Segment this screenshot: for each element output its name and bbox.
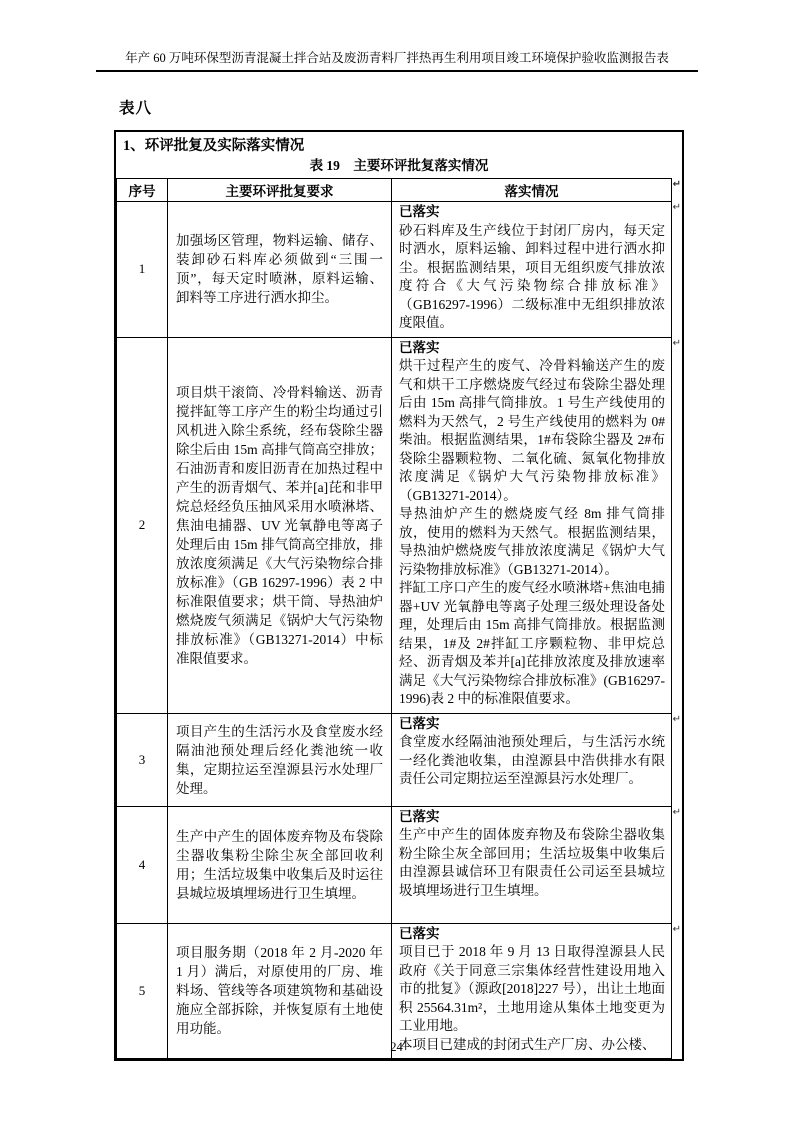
- implementation-paragraph: 生产中产生的固体废弃物及布袋除尘器收集粉尘除尘灰全部回用；生活垃圾集中收集后由湟源县诚信环卫有限责任公司运至县城垃圾填埋场进行卫生填埋。: [399, 827, 665, 898]
- row-number: 4: [117, 806, 168, 923]
- implementation-cell: [392, 202, 681, 338]
- table-row: [117, 202, 672, 338]
- requirement-cell: 生产中产生的固体废弃物及布袋除尘器收集粉尘除尘灰全部回收利用；生活垃圾集中收集后及时运往县城垃圾填埋场进行卫生填埋。: [168, 806, 392, 923]
- row-number: 1: [117, 202, 168, 338]
- implementation-paragraph: 拌缸工序口产生的废气经水喷淋塔+焦油电捕器+UV 光氧静电等离子处理三级处理设备处理，处理后由 15m 高排气筒排放。根据监测结果，1#及 2#拌缸工序颗粒物、非甲烷总烃、沥青烟及苯并[a]芘排放浓度及排放速率满足《大气污染物综合排放标准》(GB16297-1996)表 2 中的标准限值要求。: [399, 580, 665, 706]
- section-label: 表八: [119, 100, 153, 117]
- row-number: 3: [117, 713, 168, 806]
- row-number: 2: [117, 337, 168, 713]
- eia-approval-table: [116, 178, 681, 1059]
- column-header-implementation-label: 落实情况: [504, 184, 559, 199]
- implementation-cell: [392, 713, 681, 806]
- paragraph-mark-icon: ↵: [672, 179, 681, 190]
- paragraph-mark-icon: ↵: [672, 337, 681, 349]
- requirement-cell: 项目烘干滚筒、冷骨料输送、沥青搅拌缸等工序产生的粉尘均通过引风机进入除尘系统，经布袋除尘器除尘后由 15m 高排气筒高空排放；石油沥青和废旧沥青在加热过程中产生的沥青烟气、苯并[a]芘和非甲烷总烃经负压抽风采用水喷淋塔、焦油电捕器、UV 光氧静电等离子处理后由 15m 排气筒高空排放，排放浓度须满足《大气污染物综合排放标准》（GB 16297-1996）表 2 中标准限值要求；烘干筒、导热油炉燃烧废气须满足《锅炉大气污染物排放标准》（GB13271-2014）中标准限值要求。: [168, 337, 392, 713]
- implementation-paragraph: 烘干过程产生的废气、冷骨料输送产生的废气和烘干工序燃烧废气经过布袋除尘器处理后由 15m 高排气筒排放。1 号生产线使用的燃料为天然气，2 号生产线使用的燃料为 0#柴油。根据监测结果，1#布袋除尘器及 2#布袋除尘器颗粒物、二氧化硫、氮氧化物排放浓度满足《锅炉大气污染物排放标准》（GB13271-2014）。: [399, 358, 665, 503]
- status-label: 已落实: [399, 204, 440, 219]
- implementation-cell: [392, 337, 681, 713]
- document-header: 年产 60 万吨环保型沥青混凝土拌合站及废沥青料厂拌热再生利用项目竣工环境保护验收监测报告表: [96, 50, 698, 72]
- inner-table-wrap: [116, 178, 681, 1059]
- table-row: [117, 806, 672, 923]
- table-row: [117, 713, 672, 806]
- main-table-box: [114, 130, 684, 1061]
- table-header-row: [117, 179, 672, 202]
- row-number: 5: [117, 923, 168, 1059]
- implementation-paragraph: 本项目已建成的封闭式生产厂房、办公楼、: [399, 1036, 656, 1052]
- table-caption: 表 19 主要环评批复落实情况: [309, 158, 489, 173]
- column-header-requirement: 主要环评批复要求: [168, 179, 392, 202]
- implementation-paragraph: 导热油炉产生的燃烧废气经 8m 排气筒排放，使用的燃料为天然气。根据监测结果，导热油炉燃烧废气排放浓度满足《锅炉大气污染物排放标准》（GB13271-2014）。: [399, 506, 665, 577]
- implementation-paragraph: 砂石料库及生产线位于封闭厂房内，每天定时洒水，原料运输、卸料过程中进行洒水抑尘。根据监测结果，项目无组织废气排放浓度符合《大气污染物综合排放标准》（GB16297-1996）二级标准中无组织排放浓度限值。: [399, 222, 665, 330]
- paragraph-mark-icon: ↵: [672, 806, 681, 818]
- requirement-cell: 加强场区管理，物料运输、储存、装卸砂石料库必须做到“三围一顶”，每天定时喷淋，原料运输、卸料等工序进行洒水抑尘。: [168, 202, 392, 338]
- status-label: 已落实: [399, 715, 440, 731]
- page-number: 24: [390, 1040, 403, 1054]
- table-row: [117, 337, 672, 713]
- requirement-cell: 项目服务期（2018 年 2 月-2020 年 1 月）满后，对原使用的厂房、堆料场、管线等各项建筑物和基础设施应全部拆除，并恢复原有土地使用功能。: [168, 923, 392, 1059]
- implementation-cell: [392, 923, 681, 1059]
- table-section-title: 1、环评批复及实际落实情况: [123, 138, 305, 154]
- paragraph-mark-icon: ↵: [672, 713, 681, 725]
- requirement-cell: 项目产生的生活污水及食堂废水经隔油池预处理后经化粪池统一收集，定期拉运至湟源县污水处理厂处理。: [168, 713, 392, 806]
- column-header-no: 序号: [117, 179, 168, 202]
- paragraph-mark-icon: ↵: [672, 923, 681, 935]
- status-label: 已落实: [399, 339, 440, 355]
- implementation-cell: [392, 806, 681, 923]
- implementation-paragraph: 食堂废水经隔油池预处理后，与生活污水统一经化粪池收集，由湟源县中浩供排水有限责任公司定期拉运至湟源县污水处理厂。: [399, 734, 665, 786]
- status-label: 已落实: [399, 925, 440, 941]
- implementation-paragraph: 项目已于 2018 年 9 月 13 日取得湟源县人民政府《关于同意三宗集体经营性建设用地入市的批复》（源政[2018]227 号），出让土地面积 25564.31m²，土地用途从集体土地变更为工业用地。: [399, 944, 665, 1033]
- status-label: 已落实: [399, 808, 440, 824]
- column-header-implementation: [392, 179, 681, 202]
- table-row: [117, 923, 672, 1059]
- paragraph-mark-icon: ↵: [672, 202, 681, 213]
